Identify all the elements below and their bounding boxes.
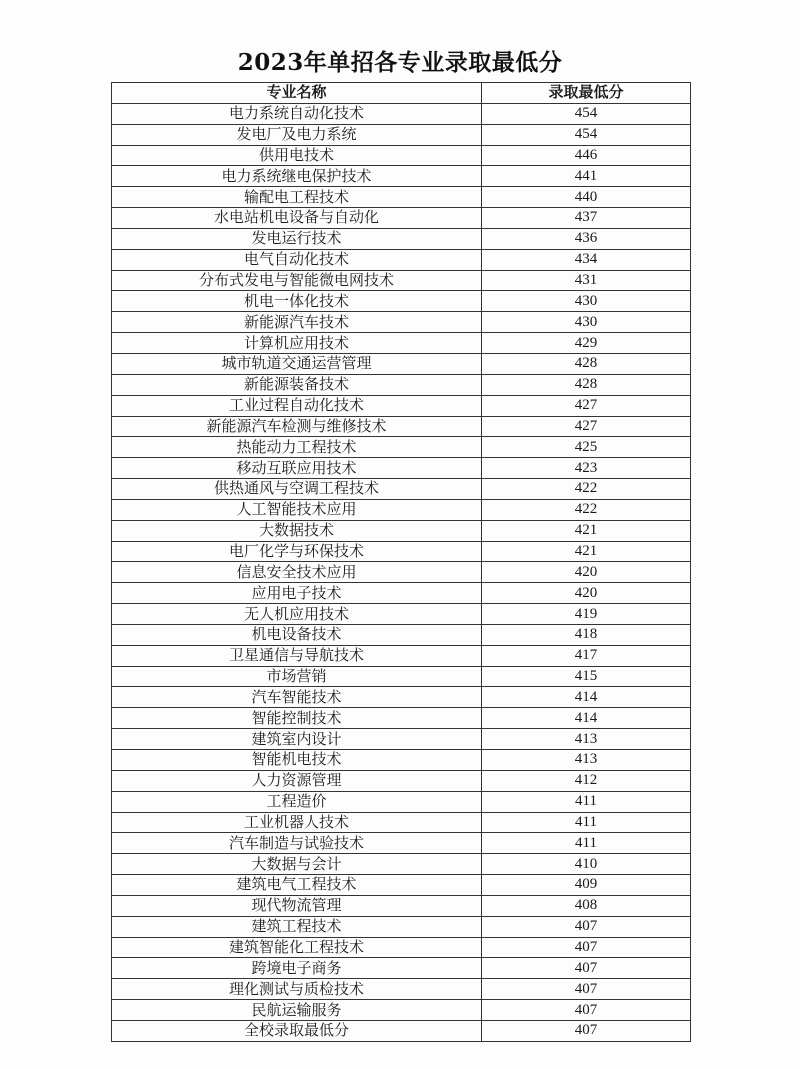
table-row (112, 437, 691, 458)
major-name-cell: 建筑工程技术 (112, 916, 482, 937)
major-name-cell: 机电一体化技术 (112, 291, 482, 312)
major-name-cell: 输配电工程技术 (112, 187, 482, 208)
min-score-cell: 411 (482, 833, 691, 854)
major-name-cell: 电力系统继电保护技术 (112, 166, 482, 187)
min-score-cell: 407 (482, 1000, 691, 1021)
major-name-cell: 发电运行技术 (112, 228, 482, 249)
min-score-cell: 413 (482, 750, 691, 771)
major-name-cell: 移动互联应用技术 (112, 458, 482, 479)
min-score-cell: 427 (482, 416, 691, 437)
major-name-cell: 建筑智能化工程技术 (112, 937, 482, 958)
table-row (112, 291, 691, 312)
major-name-cell: 建筑电气工程技术 (112, 875, 482, 896)
table-row (112, 249, 691, 270)
major-name-cell: 现代物流管理 (112, 895, 482, 916)
min-score-cell: 407 (482, 937, 691, 958)
table-row (112, 458, 691, 479)
table-row (112, 666, 691, 687)
table-row (112, 895, 691, 916)
major-name-cell: 大数据技术 (112, 520, 482, 541)
major-name-cell: 人力资源管理 (112, 770, 482, 791)
min-score-cell: 412 (482, 770, 691, 791)
min-score-cell: 454 (482, 124, 691, 145)
major-name-cell: 机电设备技术 (112, 624, 482, 645)
major-name-cell: 大数据与会计 (112, 854, 482, 875)
table-row (112, 166, 691, 187)
table-row (112, 124, 691, 145)
min-score-cell: 441 (482, 166, 691, 187)
major-name-cell: 电厂化学与环保技术 (112, 541, 482, 562)
min-score-cell: 407 (482, 979, 691, 1000)
min-score-cell: 428 (482, 353, 691, 374)
table-row (112, 937, 691, 958)
table-row (112, 624, 691, 645)
table-row (112, 520, 691, 541)
table-row (112, 979, 691, 1000)
major-name-cell: 智能机电技术 (112, 750, 482, 771)
major-name-cell: 分布式发电与智能微电网技术 (112, 270, 482, 291)
table-row (112, 479, 691, 500)
min-score-cell: 409 (482, 875, 691, 896)
major-name-cell: 城市轨道交通运营管理 (112, 353, 482, 374)
table-row (112, 395, 691, 416)
table-row (112, 916, 691, 937)
major-name-cell: 水电站机电设备与自动化 (112, 208, 482, 229)
min-score-cell: 417 (482, 645, 691, 666)
table-body (112, 103, 691, 1041)
table-row (112, 416, 691, 437)
min-score-cell: 437 (482, 208, 691, 229)
min-score-cell: 414 (482, 708, 691, 729)
major-name-cell: 建筑室内设计 (112, 729, 482, 750)
min-score-cell: 431 (482, 270, 691, 291)
table-row (112, 750, 691, 771)
major-name-cell: 新能源汽车技术 (112, 312, 482, 333)
major-name-cell: 新能源装备技术 (112, 374, 482, 395)
major-name-cell: 汽车智能技术 (112, 687, 482, 708)
table-row (112, 1020, 691, 1041)
major-name-cell: 汽车制造与试验技术 (112, 833, 482, 854)
min-score-cell: 428 (482, 374, 691, 395)
min-score-cell: 407 (482, 1020, 691, 1041)
min-score-cell: 420 (482, 583, 691, 604)
table-row (112, 770, 691, 791)
header-min-score: 录取最低分 (482, 83, 691, 104)
table-row (112, 729, 691, 750)
min-score-cell: 413 (482, 729, 691, 750)
major-name-cell: 发电厂及电力系统 (112, 124, 482, 145)
min-score-cell: 430 (482, 312, 691, 333)
table-row (112, 875, 691, 896)
table-row (112, 833, 691, 854)
major-name-cell: 电气自动化技术 (112, 249, 482, 270)
table-row (112, 270, 691, 291)
major-name-cell: 跨境电子商务 (112, 958, 482, 979)
min-score-cell: 440 (482, 187, 691, 208)
min-score-cell: 421 (482, 520, 691, 541)
major-name-cell: 计算机应用技术 (112, 333, 482, 354)
min-score-cell: 418 (482, 624, 691, 645)
table-row (112, 1000, 691, 1021)
major-name-cell: 理化测试与质检技术 (112, 979, 482, 1000)
major-name-cell: 工业过程自动化技术 (112, 395, 482, 416)
min-score-cell: 407 (482, 916, 691, 937)
min-score-cell: 427 (482, 395, 691, 416)
min-score-cell: 411 (482, 812, 691, 833)
min-score-cell: 430 (482, 291, 691, 312)
min-score-cell: 411 (482, 791, 691, 812)
header-major-name: 专业名称 (112, 83, 482, 104)
min-score-cell: 414 (482, 687, 691, 708)
major-name-cell: 民航运输服务 (112, 1000, 482, 1021)
min-score-cell: 446 (482, 145, 691, 166)
table-row (112, 145, 691, 166)
table-row (112, 687, 691, 708)
min-score-cell: 422 (482, 479, 691, 500)
min-score-cell: 422 (482, 499, 691, 520)
min-score-cell: 454 (482, 103, 691, 124)
major-name-cell: 信息安全技术应用 (112, 562, 482, 583)
table-row (112, 312, 691, 333)
table-row (112, 708, 691, 729)
major-name-cell: 工程造价 (112, 791, 482, 812)
table-row (112, 812, 691, 833)
table-row (112, 499, 691, 520)
major-name-cell: 应用电子技术 (112, 583, 482, 604)
min-score-cell: 420 (482, 562, 691, 583)
major-name-cell: 卫星通信与导航技术 (112, 645, 482, 666)
min-score-cell: 423 (482, 458, 691, 479)
admission-score-table (111, 82, 691, 1042)
table-row (112, 187, 691, 208)
table-header-row (112, 83, 691, 104)
major-name-cell: 人工智能技术应用 (112, 499, 482, 520)
table-row (112, 333, 691, 354)
min-score-cell: 408 (482, 895, 691, 916)
min-score-cell: 425 (482, 437, 691, 458)
major-name-cell: 新能源汽车检测与维修技术 (112, 416, 482, 437)
table-row (112, 353, 691, 374)
major-name-cell: 智能控制技术 (112, 708, 482, 729)
min-score-cell: 410 (482, 854, 691, 875)
table-row (112, 958, 691, 979)
table-row (112, 791, 691, 812)
table-row (112, 645, 691, 666)
major-name-cell: 工业机器人技术 (112, 812, 482, 833)
table-row (112, 208, 691, 229)
major-name-cell: 电力系统自动化技术 (112, 103, 482, 124)
major-name-cell: 无人机应用技术 (112, 604, 482, 625)
table-row (112, 583, 691, 604)
table-row (112, 374, 691, 395)
major-name-cell: 热能动力工程技术 (112, 437, 482, 458)
min-score-cell: 436 (482, 228, 691, 249)
table-row (112, 541, 691, 562)
min-score-cell: 434 (482, 249, 691, 270)
table-row (112, 854, 691, 875)
min-score-cell: 429 (482, 333, 691, 354)
major-name-cell: 市场营销 (112, 666, 482, 687)
major-name-cell: 供用电技术 (112, 145, 482, 166)
major-name-cell: 供热通风与空调工程技术 (112, 479, 482, 500)
min-score-cell: 419 (482, 604, 691, 625)
major-name-cell: 全校录取最低分 (112, 1020, 482, 1041)
table-row (112, 228, 691, 249)
min-score-cell: 421 (482, 541, 691, 562)
min-score-cell: 415 (482, 666, 691, 687)
table-row (112, 103, 691, 124)
table-row (112, 604, 691, 625)
table-row (112, 562, 691, 583)
min-score-cell: 407 (482, 958, 691, 979)
page-title: 2023年单招各专业录取最低分 (237, 49, 563, 76)
